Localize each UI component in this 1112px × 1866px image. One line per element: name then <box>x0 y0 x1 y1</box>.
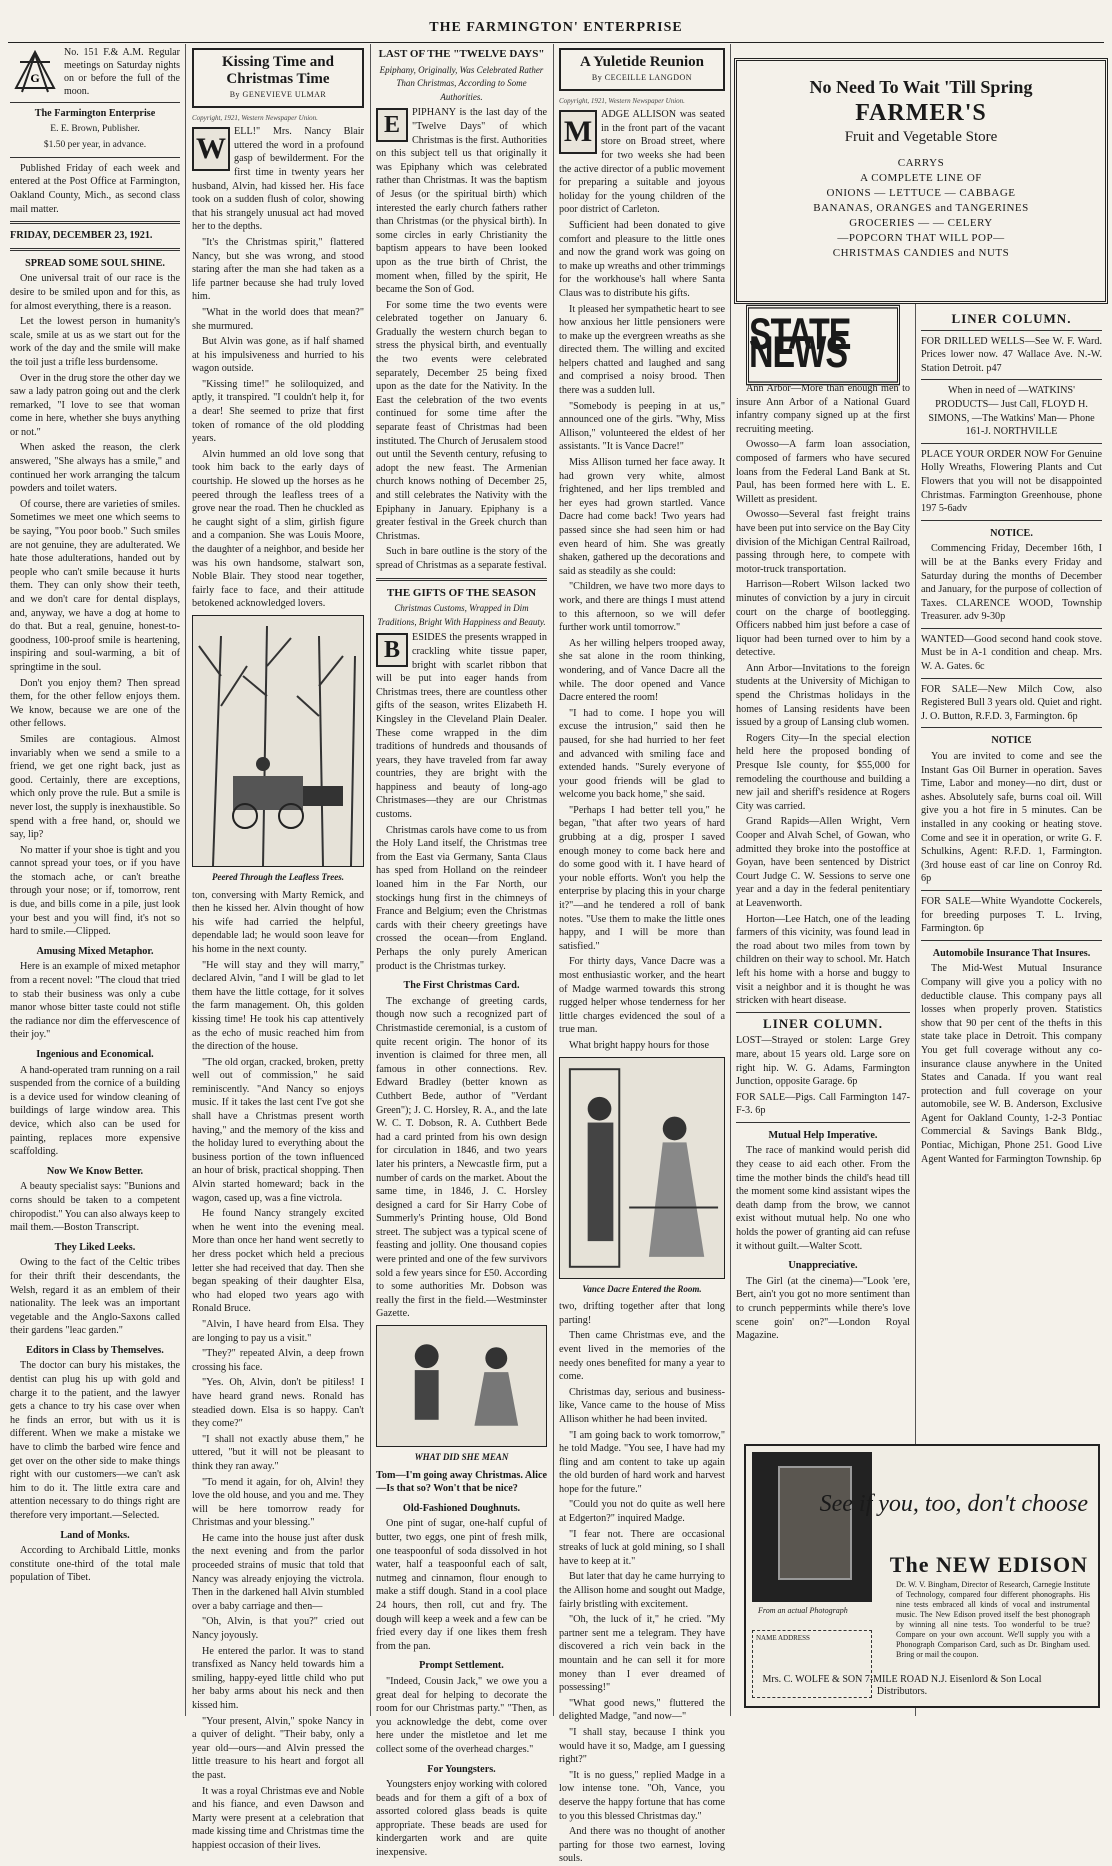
article-paragraph: The race of mankind would perish did they cease to aid each other. From the time the mother binds the child's head till the moment some kind assistant wipes the death damp from the brow, we cannot exist without mutual help. No one who holds the power of granting aid can refuse it without guilt.—Walter Scott. <box>736 1145 910 1252</box>
story-paragraph: For thirty days, Vance Dacre was a most enthusiastic worker, and the heart of Madge warmed towards this strong rugged helper whose tenderness for her little charges evidenced the soul of a true man. <box>559 956 725 1036</box>
news-item: Rogers City—In the special election held here the proposed bonding of Presque Isle county, for $55,000 for remodeling the courthouse and building a new jail and sheriff's residence at Rogers City was carried. <box>736 732 910 812</box>
article-title: THE GIFTS OF THE SEASON <box>386 586 537 599</box>
drop-cap: W <box>192 127 230 171</box>
classified-item: When in need of —WATKINS' PRODUCTS— Just Call, FLOYD H. SIMONS, —The Watkins' Man— Phone 161-J. NORTHVILLE <box>928 385 1095 438</box>
ad-headline: No Need To Wait 'Till Spring <box>809 77 1033 97</box>
news-item: Owosso—Several fast freight trains have been put into service on the Bay City division of the Michigan Central Railroad, passing through here, to compete with motor-truck transportation. <box>736 509 910 575</box>
article-paragraph: "Indeed, Cousin Jack," we owe you a great deal for helping to decorate the room for our Christmas party." "Then, as you acknowledge the debt, come over here under the mistletoe and let me collect some of the overhead charges." <box>376 1675 547 1755</box>
article-paragraph: One pint of sugar, one-half cupful of butter, two eggs, one pint of fresh milk, one teaspoonful of soda dissolved in hot water, half a teaspoonful each of salt, nutmeg and cinnamon, flour enough to make a stiff dough. Stand in a cool place 24 hours, then roll, cut and fry. The dough will keep a week and a few can be fried every day if one likes them fresh from the pan. <box>376 1518 547 1652</box>
story-paragraph: He found Nancy strangely excited when he went into the evening meal. More than once her hand went secretly to her dress pocket which held a precious letter she had received that day. Then she began speaking of their daughter Elsa, who had eloped two years ago with Ronald Bruce. <box>192 1208 364 1315</box>
masthead <box>8 20 1104 43</box>
article-paragraph: The Girl (at the cinema)—"Look 'ere, Bert, ain't you got no more sentiment than to crunch peppermints while there's love scene goin' on?"—London Royal Magazine. <box>736 1275 910 1342</box>
ad-body: Dr. W. V. Bingham, Director of Research, Carnegie Institute of Technology, compared four different phonographs. His nine tests embraced all kinds of vocal and instrumental music. The New Edison proved itself the best phonograph by winning all nine tests. Too wonderful to be true? Compare on your own account. We'll supply you with a Phonograph Comparison Card, such as Dr. Bingham used. Bring or mail the coupon. <box>896 1580 1090 1659</box>
edison-ad-wrapper <box>744 1436 1100 1708</box>
editorial-paragraph: No matter if your shoe is tight and you cannot spread your toes, or if you have the stomach ache, or can't breathe through your nose; or if, tomorrow, rent is due, and bills come in a pile, just look your best and you will find, it's not so hard to smile.—Clipped. <box>10 844 180 938</box>
article-title: The First Christmas Card. <box>403 980 520 992</box>
story-title: Kissing Time and Christmas Time <box>222 54 334 87</box>
news-item: Ann Arbor—Invitations to the foreign students at the University of Michigan to spend the Christmas holidays in the homes of Lansing residents have been issued by a group of Lansing club women. <box>736 662 910 729</box>
illustration-caption: Vance Dacre Entered the Room. <box>582 1283 702 1294</box>
story-paragraph: "Oh, the luck of it," he cried. "My partner sent me a telegram. They have discovered a rich vein back in the mountain and he can sell it for more money than I ever dreamed of possessing!" <box>559 1614 725 1694</box>
story-paragraph: "Oh, Alvin, is that you?" cried out Nancy joyously. <box>192 1616 364 1642</box>
editorial-paragraph: Let the lowest person in humanity's scale, smile at us as we start out for the work of the day and the smile will make the toil just a trifle less burdensome. <box>10 316 180 368</box>
notice-body: You are invited to come and see the Instant Gas Oil Burner in operation. Saves Time, Labor and money—no dirt, dust or ashes. Absolutely safe, burns coal oil. Will give you a hot fire in 5 minutes. Can be installed in any cooking or heating stove. Come and see it in operation, or write G. F. Schulkins, Agent: R.F.D. 1, Farmington. (3rd house east of car line on Conroy Rd. 6p <box>921 751 1102 885</box>
story-paragraph: "What in the world does that mean?" she murmured. <box>192 306 364 332</box>
notice-title: NOTICE <box>991 735 1032 747</box>
farmers-store-ad <box>734 58 1108 304</box>
newspaper-title: THE FARMINGTON' ENTERPRISE <box>429 20 683 35</box>
article-title: For Youngsters. <box>427 1763 496 1775</box>
story-paragraph: Alvin hummed an old love song that took him back to the early days of courtship. He slowed up the horses as he peered through the leafless trees of a grove near the road. Then he chuckled as he caught sight of a slim, girlish figure and a companion. She was Louis Moore, the daughter of a neighbor, and beside her was his own handsome, stalwart son, Noble Blair. They stood near together, fairly face to face, and their attitude betokened acknowledged lovers. <box>192 448 364 610</box>
state-news-heading: STATE NEWS <box>746 305 900 386</box>
copyright-line: Copyright, 1921, Western Newspaper Union. <box>192 113 318 122</box>
masonic-emblem-icon <box>10 48 60 98</box>
drop-cap: B <box>376 633 408 667</box>
article-subtitle: Christmas Customs, Wrapped in Dim Traditions, Bright With Happiness and Beauty. <box>377 603 546 627</box>
ad-store-type: Fruit and Vegetable Store <box>844 129 998 145</box>
column-6 <box>921 308 1102 1168</box>
phonograph-photo <box>752 1452 872 1602</box>
article-title: Mutual Help Imperative. <box>768 1129 878 1141</box>
classified-item: WANTED—Good second hand cook stove. Must be in A-1 condition and cheap. Mrs. W. A. Gates. 6c <box>921 633 1102 673</box>
story-paragraph: "The old organ, cracked, broken, pretty well out of commission," he said reminiscently. "And Nancy so enjoys music. If it takes the last cent I've got she shall have a Christmas present worth having," and the memory of the kiss and the holiday lured to everything about the business portion of the town influenced an hour of brisk, practical shopping. Then Alvin started homeward; back in the wagon, cased up, was a fine victrola. <box>192 1056 364 1204</box>
liner-column-heading: LINER COLUMN. <box>951 311 1072 326</box>
article-title: Ingenious and Economical. <box>36 1049 154 1060</box>
article-body: Here is an example of mixed metaphor from a recent novel: "The cloud that tried to stab their business was only a cube manor whose bitter taste could not stifle the radiance nor dim the effervescence of their joy." <box>10 961 180 1041</box>
story-paragraph: "They?" repeated Alvin, a deep frown crossing his face. <box>192 1348 364 1373</box>
column-4 <box>559 46 725 1865</box>
liner-column-heading: LINER COLUMN. <box>763 1015 883 1031</box>
svg-text:G: G <box>30 71 40 85</box>
editorial-paragraph: Over in the drug store the other day we saw a lady patron going out and the clerk remarked, "I love to see that woman come in here, whether she buys anything or not." <box>10 372 180 438</box>
classified-item: FOR SALE—White Wyandotte Cockerels, for breeding purposes T. L. Irving, Farmington. 6p <box>921 895 1102 935</box>
ad-line: BANANAS, ORANGES and TANGERINES <box>813 202 1029 214</box>
story-paragraph: "What good news," fluttered the delighted Madge, "and now—" <box>559 1697 725 1723</box>
classified-item: PLACE YOUR ORDER NOW For Genuine Holly Wreaths, Flowering Plants and Cut Flowers that you will not be disappointed Christmas. Farmington Greenhouse, phone 197 5-6adv <box>921 448 1102 515</box>
story-paragraph: What bright happy hours for those <box>569 1039 710 1051</box>
story-paragraph: It was a royal Christmas eve and Noble and his fiance, and even Dawson and Marty were present at a celebration that made kissing time and Christmas time the happiest occasion of their lives. <box>192 1785 364 1851</box>
story-paragraph: Miss Allison turned her face away. It had grown very white, almost frightened, and her lips trembled and her eyes had grown startled. Vance Dacre had come back! Two years had passed since she had seen him or had even heard of him. She was greatly shaken, gathered up the decorations and said as steadily as she could: <box>559 457 725 577</box>
editorial-title: SPREAD SOME SOUL SHINE. <box>25 257 165 269</box>
classified-item: FOR SALE—Pigs. Call Farmington 147-F-3. 6p <box>736 1091 910 1117</box>
article-title: Amusing Mixed Metaphor. <box>36 945 154 957</box>
story-title-box <box>192 48 364 108</box>
news-item: Owosso—A farm loan association, composed of farmers who have secured loans from the Federal Land Bank at St. Paul, has been formed here with L. E. Willett as president. <box>736 439 910 505</box>
story-paragraph: "It is no guess," replied Madge in a low intense tone. "Oh, Vance, you deserve the happy fortune that has come to you this blessed Christmas day." <box>559 1769 725 1822</box>
ad-line: A COMPLETE LINE OF <box>860 172 982 184</box>
ad-distributors: Mrs. C. WOLFE & SON 7-MILE ROAD N.J. Eisenlord & Son Local Distributors. <box>762 1674 1042 1697</box>
story-paragraph: "I fear not. There are occasional streaks of luck at gold mining, so I shall have to keep at it." <box>559 1528 725 1567</box>
issue-date: FRIDAY, DECEMBER 23, 1921. <box>10 230 153 242</box>
story-paragraph: "To mend it again, for oh, Alvin! they love the old house, and you and me. They will be here tomorrow ready for Christmas and your blessing." <box>192 1476 364 1529</box>
story-paragraph: "Kissing time!" he soliloquized, and aptly, it transpired. "I couldn't help it, for a dear! She seemed to prize that first token of romance of the old plodding years. <box>192 378 364 445</box>
classified-item: LOST—Strayed or stolen: Large Grey mare, about 15 years old. Large sore on right hip. W. G. Adams, Farmington Junction, opposite Garage. 6p <box>736 1035 910 1088</box>
cartoon-text: Tom—I'm going away Christmas. Alice—Is that so? Won't that be nice? <box>376 1469 547 1495</box>
story-byline: By CECEILLE LANGDON <box>591 73 693 82</box>
column-rule <box>185 44 186 1716</box>
story-title: A Yuletide Reunion <box>580 54 704 70</box>
article-title: LAST OF THE "TWELVE DAYS" <box>378 48 545 60</box>
story-paragraph: "Children, we have two more days to work, and there are things I must attend to this afternoon, so we will defer further work until tomorrow." <box>559 581 725 634</box>
notice-title: Automobile Insurance That Insures. <box>932 947 1091 959</box>
notice-body: The Mid-West Mutual Insurance Company will give you a policy with no deductible clause. This company pays all losses when properly proven. Statistics show that 90 per cent of the thefts in this state take place in Detroit. This company You get full coverage without any co-insurance clause anywhere in the United States and Canada. If you want real protection and full coverage on your automobile, see W. B. Anderson, Exclusive Agent for Oakland County, 1-2-3 Pontiac Commercial & Savings Bank Bldg., Pontiac, Michigan, Phone 251. Good Live Agent Wanted for Farmington Township. 6p <box>921 963 1102 1165</box>
ad-line: ONIONS — LETTUCE — CABBAGE <box>826 187 1016 199</box>
paper-name: The Farmington Enterprise <box>34 108 156 119</box>
cartoon-illustration <box>376 1325 547 1447</box>
story-paragraph: It pleased her sympathetic heart to see how anxious her little pensioners were to make up the evergreen wreaths as she directed them. The willing and excited helpers chatted and laughed and sang and comprised a noisy brood. Then there was a sudden lull. <box>559 303 725 397</box>
story-paragraph: "It's the Christmas spirit," flattered Nancy, but she was wrong, and stood staring after the man she had taken as a life partner because she had truly loved him. <box>192 236 364 303</box>
classified-item: FOR SALE—New Milch Cow, also Registered Bull 3 years old. Quiet and right. J. O. Button, R.F.D. 3, Farmington. 6p <box>921 683 1102 722</box>
ad-products <box>737 156 1105 261</box>
story-paragraph: "Yes. Oh, Alvin, don't be pitiless! I have heard grand news. Ronald has steadied down. Elsa is so happy. Can't they come?" <box>192 1377 364 1430</box>
ad-line: GROCERIES — — CELERY <box>849 217 993 229</box>
illustration-trees <box>192 615 364 867</box>
story-paragraph: "Could you not do quite as well here at Edgerton?" inquired Madge. <box>559 1499 725 1525</box>
story-title-box <box>559 48 725 91</box>
copyright-line: Copyright, 1921, Western Newspaper Union. <box>559 96 685 105</box>
article-subtitle: Epiphany, Originally, Was Celebrated Rather Than Christmas, According to Some Authorities. <box>379 64 544 102</box>
cartoon-caption: WHAT DID SHE MEAN <box>414 1452 509 1463</box>
editorial-paragraph: Don't you enjoy them? Then spread them, for the other fellow enjoys them. We know, because we are one of the other fellows. <box>10 677 180 730</box>
editorial-paragraph: Of course, there are varieties of smiles. Sometimes we meet one which seems to be saying, "You poor boob." Such smiles are not genuine, they are adulterated. We hate those adulterations, handed out by people who can't smile because it hurts them. They can only show their teeth, and we don't care for dental displays, and, anyway, we have a dog at home to do that. But a real, genuine, honest-to-goodness, 100-proof smile is heartening, inspiring and soul-warming, a bit of springtime in the soul. <box>10 498 180 673</box>
column-rule <box>730 44 731 1716</box>
couple-cartoon-illustration <box>377 1326 546 1446</box>
story-paragraph: ton, conversing with Marty Remick, and then he kissed her. Alvin thought of how his wife had carried the helpful, dependable lad; he would soon leave for his home in the next county. <box>192 889 364 955</box>
article-body: According to Archibald Little, monks constitute one-third of the total male population of Tibet. <box>10 1545 180 1584</box>
drop-cap: M <box>559 110 597 154</box>
ad-line: —POPCORN THAT WILL POP— <box>837 232 1005 244</box>
story-paragraph: Christmas day, serious and business-like, Vance came to the house of Miss Allison whither he had been invited. <box>559 1386 725 1425</box>
article-paragraph: Such in bare outline is the story of the spread of Christmas as a separate festival. <box>376 546 547 571</box>
article-title: Prompt Settlement. <box>419 1660 504 1672</box>
ad-brand: The NEW EDISON <box>889 1552 1088 1577</box>
article-title: Editors in Class by Themselves. <box>26 1344 164 1356</box>
story-paragraph: ADGE ALLISON was seated in the front part of the vacant store on Broad street, where for two weeks she had been the active director of a public movement for preparing a suitable and joyous holiday for the young children of the poor district of Carleton. <box>559 109 725 216</box>
photo-caption: From an actual Photograph <box>758 1606 848 1615</box>
story-paragraph: But Alvin was gone, as if half shamed at his impulsiveness and hurried to his wagon outside. <box>192 336 364 375</box>
notice-body: Commencing Friday, December 16th, I will be at the Banks every Friday and Saturday during the months of December and January, for the purpose of collection of Taxes. CLARENCE WOOD, Township Treasurer. adv 9-30p <box>921 543 1102 623</box>
editorial-paragraph: When asked the reason, the clerk answered, "She always has a smile," and continued her work arranging the talcum powders and toilet waters. <box>10 442 180 495</box>
article-body: The doctor can bury his mistakes, the dentist can plug his up with gold and charge it to the patient, and the lawyer gets a chance to try his case over when he finds an error, but with us it is different. When we make a mistake we have to climb the barbed wire fence and get over on the other side to make things right with our customers—we can't ask him to do it. The little extra care and attention necessary to do things right are therefore very important.—Selected. <box>10 1360 180 1521</box>
wagon-in-forest-illustration <box>193 616 363 866</box>
story-paragraph: Then came Christmas eve, and the event lived in the memories of the needy ones benefited for many a year to come. <box>559 1330 725 1383</box>
ad-store-name: FARMER'S <box>855 100 987 126</box>
editorial-paragraph: One universal trait of our race is the desire to be smiled upon and for this, as for almost everything, there is a reason. <box>10 273 180 312</box>
article-paragraph: For some time the two events were celebrated together on January 6. Gradually the western church began to stress the physical birth, and eventually the two events were celebrated separately, December 25 being fixed upon as the date for the Nativity. In the East the celebration of the two events continued for some time after the separate feast of Christmas had been instituted. The Church of Jerusalem stood out until the Seventh century, refusing to adopt the new feast. The Armenian church knows nothing of December 25, and still celebrates the Nativity with the Epiphany in January. Epiphany is a greater festival in the Greek church than Christmas. <box>376 299 547 542</box>
article-body: A beauty specialist says: "Bunions and corns should be taken to a competent chiropodist." You can also always keep to mail them.—Boston Transcript. <box>10 1181 180 1234</box>
story-paragraph: two, drifting together after that long parting! <box>559 1301 725 1326</box>
news-item: Harrison—Robert Wilson lacked two minutes of conviction by a jury in circuit court on the charge of bootlegging. Officers nabbed him just before a case of liquor had been turned over to him by a detective. <box>736 579 910 659</box>
story-paragraph: "I am going back to work tomorrow," he told Madge. "You see, I have had my fling and am content to take up again the old burden of hard work and harvest hope for the future." <box>559 1429 725 1495</box>
column-2 <box>192 46 364 1851</box>
article-paragraph: Christmas carols have come to us from the Holy Land itself, the Christmas tree from the East via Germany, Santa Claus has sped from Holland on the reindeer loaned him in the Far North, our stockings hung first in the chimneys of France and Belgium; even the Christmas cards with their cheery greetings have crossed the ocean—from England. Perhaps the only purely American product is the Christmas turkey. <box>376 824 547 972</box>
ad-slogan: See if you, too, don't choose <box>819 1491 1088 1517</box>
story-paragraph: "I shall not exactly abuse them," he uttered, "but it will not be pleasant to think they ran away." <box>192 1433 364 1472</box>
ad-line: CHRISTMAS CANDIES and NUTS <box>832 247 1010 259</box>
story-paragraph: "Alvin, I have heard from Elsa. They are longing to pay us a visit." <box>192 1318 364 1344</box>
column-1 <box>10 46 180 1714</box>
ad-line: CARRYS <box>897 157 945 169</box>
price: $1.50 per year, in advance. <box>43 140 147 151</box>
publisher: E. E. Brown, Publisher. <box>50 123 140 134</box>
article-body: Owing to the fact of the Celtic tribes for their thrift their descendants, the Welsh, regard it as an emblem of their nationality. The leek was an important vegetable and the Anglo-Saxons called their gardens "leac garden." <box>10 1257 180 1337</box>
masonic-notice <box>10 46 180 98</box>
article-title: They Liked Leeks. <box>54 1241 136 1253</box>
illustration-room <box>559 1057 725 1279</box>
story-paragraph: He entered the parlor. It was to stand transfixed as Nancy held towards him a smiling, happy-eyed little child who put her baby arms about his neck and then kissed him. <box>192 1645 364 1711</box>
drop-cap: E <box>376 108 408 142</box>
edison-ad <box>744 1444 1100 1708</box>
story-byline: By GENEVIEVE ULMAR <box>229 90 327 99</box>
story-paragraph: ELL!" Mrs. Nancy Blair uttered the word in a profound gasp of bewilderment. For the first time in twenty years her husband, Alvin, had kissed her. His face took on a sudden flush of color, showing that his strangely unusual act had moved her to the depths. <box>192 126 364 233</box>
publication-notice: Published Friday of each week and entered at the Post Office at Farmington, Oakland County, Mich., as second class mail matter. <box>10 162 180 215</box>
man-entering-room-illustration <box>560 1058 724 1278</box>
lodge-text: No. 151 F.& A.M. Regular meetings on Saturday nights on or before the full of the moon. <box>64 47 180 97</box>
story-paragraph: "Your present, Alvin," spoke Nancy in a quiver of delight. "Their baby, only a year old—ours—and Alvin pressed the little treasure to his heart and forgot all the past. <box>192 1715 364 1781</box>
story-paragraph: "I shall stay, because I think you would have it so, Madge, am I guessing right?" <box>559 1726 725 1766</box>
article-title: Old-Fashioned Doughnuts. <box>402 1502 521 1514</box>
article-title: Now We Know Better. <box>46 1165 144 1177</box>
editorial-paragraph: Smiles are contagious. Almost invariably when we send a smile to a friend, we get one right back, just as good. Certainly, there are exceptions, which only prove the rule. But a smile is never lost, the supply is inexhaustible. So spend with a free hand, or, should we say, lip? <box>10 733 180 841</box>
news-item: Horton—Lee Hatch, one of the leading farmers of this vicinity, was found lead in the road about two miles from town by children on their way to school. Mr. Hatch left his home with a horse and buggy to visit a neighbor and it is thought he was stricken with heart disease. <box>736 913 910 1007</box>
story-paragraph: Sufficient had been donated to give comfort and pleasure to the little ones and now the grand work was going on to make up wreaths and other trimmings for the workhouse's hall where Santa Claus was to distribute his gifts. <box>559 219 725 299</box>
story-paragraph: "Perhaps I had better tell you," he began, "that after two years of hard grubbing at a dig, prosper I saved enough money to come back here and do some good with it. I have heard of your noble efforts. Won't you help the enterprise by placing this in your charge it?"—and he tendered a roll of bank notes. "Use them to make the little ones happy, and I will be more than satisfied." <box>559 804 725 952</box>
article-paragraph: The exchange of greeting cards, though now such a recognized part of Christmastide ceremonial, is a custom of quite recent origin. The honor of its invention is claimed for three men, all famous in other connections. Rev. Edward Bradley (better known as Cuthbert Bede, author of "Verdant Green"); J. C. Horsley, R. A., and the late W. C. T. Dobson, R. A. Cuthbert Bede had a card printed from his own design for circulation in 1846, and two years later his printers, a Newcastle firm, put a number of cards on the market. About the same time, in 1846, J. C. Horsley designed a card for Sir Harry Cobe of Summerly's Printing house, Old Bond street. The subject was a typical scene of feasting and jollity. One thousand copies were printed and one of the few survivors sold a few years since for £50. According to some authorities Mr. Dobson was really the first in the field.—Westminster Gazette. <box>376 995 547 1320</box>
story-paragraph: "I had to come. I hope you will excuse the intrusion," said then he paused, for she had hurried to her feet and advanced with smiling face and extended hands. "Surely everyone of your good friends will be glad to welcome you back home," she said. <box>559 707 725 801</box>
illustration-caption: Peered Through the Leafless Trees. <box>212 871 344 882</box>
story-paragraph: "He will stay and they will marry," declared Alvin, "and I will be glad to let them have the little cottage, for it solves the farm management. Oh, this golden kissing time! He took his cap attentively as the echo of music reached him from the direction of the house. <box>192 959 364 1053</box>
article-title: Unappreciative. <box>788 1260 858 1272</box>
story-paragraph: But later that day he came hurrying to the Allison home and sought out Madge, fairly bristling with excitement. <box>559 1571 725 1610</box>
notice-title: NOTICE. <box>990 527 1033 539</box>
article-body: A hand-operated tram running on a rail suspended from the cornice of a building is a device used for window cleaning of buildings of large window area. This device, which also can be used for painting, replaces more expensive scaffolding. <box>10 1064 180 1158</box>
story-paragraph: As her willing helpers trooped away, she sat alone in the room thinking, wondering, and of Vance Dacre all the while. The door opened and Vance Dacre entered the room! <box>559 637 725 704</box>
column-3 <box>376 46 547 1859</box>
ad-coupon[interactable]: NAME ADDRESS <box>752 1630 872 1698</box>
article-title: Land of Monks. <box>60 1529 130 1541</box>
article-paragraph: Youngsters enjoy working with colored beads and for them a gift of a box of assorted colored glass beads is quite appropriate. These beads are used for kindergarten work and are quite inexpensive. <box>376 1779 547 1859</box>
classified-item: FOR DRILLED WELLS—See W. F. Ward. Prices lower now. 47 Wallace Ave. N.-W. Station Detroit. p47 <box>921 335 1102 374</box>
article-paragraph: PIPHANY is the last day of the "Twelve Days" of which Christmas is the first. Authorities on this subject tell us that originally it was Epiphany which was celebrated rather than Christmas. It was the baptism of Jesus (or the spiritual birth) which interested the early church fathers rather than Christmas (or the physical birth). In some circles in early Christianity the baptism appears to have been looked upon as the true birth of Christ, the moment when, filled by the spirit, He became the Son of God. <box>376 107 547 296</box>
news-item: Grand Rapids—Allen Wright, Vern Cooper and Alvah Schel, of Gowan, who admitted they broke into the postoffice at Goyan, have been sentenced by District Court Judge C. W. Sessions to serve one year and a day in the federal penitentiary at Leavenworth. <box>736 816 910 909</box>
column-rule <box>553 44 554 1716</box>
phonograph-cabinet-icon <box>778 1466 852 1580</box>
column-rule <box>370 44 371 1716</box>
news-item: Ann Arbor—More than enough men to insure Ann Arbor of a National Guard infantry company signed up at the first recruiting meeting. <box>736 383 910 435</box>
story-paragraph: He came into the house just after dusk the next evening and from the parlor proceeded strains of music that told that Nancy was already enjoying the victrola. Then in the darkened hall Alvin stumbled over a baby carriage and then— <box>192 1532 364 1612</box>
story-paragraph: And there was no thought of another parting for those two earnest, loving souls. <box>559 1826 725 1865</box>
article-paragraph: ESIDES the presents wrapped in crackling white tissue paper, bright with scarlet ribbon that will be put into eager hands from Christmas trees, there are countless other gifts of the season, writes Elizabeth H. Kingsley in the Cleveland Plain Dealer. These come wrapped in the dim traditions of hundreds and thousands of years, they have traveled from far away countries, they are bright with the happiness and beauty of long-ago Christmases—they are our Christmas customs. <box>376 632 547 821</box>
story-paragraph: "Somebody is peeping in at us," announced one of the girls. "Why, Miss Allison," volunteered the eldest of her assistants. "It is Vance Dacre!" <box>559 400 725 453</box>
